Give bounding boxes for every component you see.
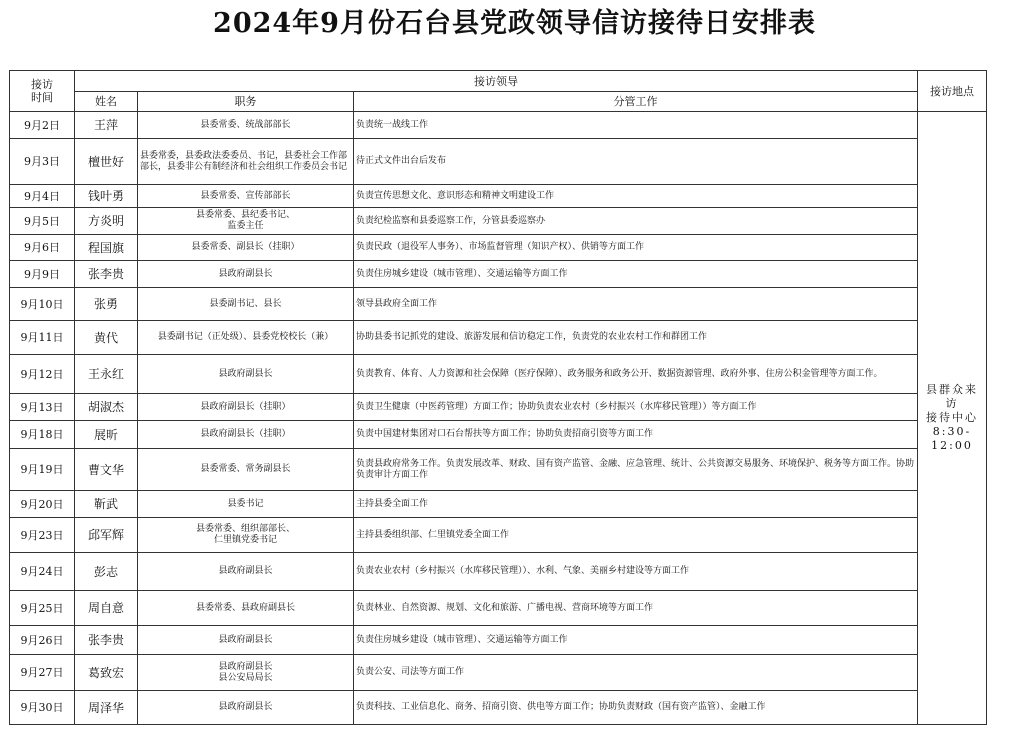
table-row: [10, 491, 987, 518]
cell-date: 9月20日: [10, 491, 75, 518]
cell-date: 9月25日: [10, 591, 75, 626]
cell-duties: 领导县政府全面工作: [354, 288, 918, 321]
cell-date: 9月12日: [10, 355, 75, 394]
cell-position: 县政府副县长 县公安局局长: [138, 655, 354, 691]
table-row: [10, 518, 987, 553]
cell-date: 9月23日: [10, 518, 75, 553]
schedule-table-body: [10, 71, 987, 725]
cell-name: 王永红: [75, 355, 138, 394]
cell-duties: 负责科技、工业信息化、商务、招商引资、供电等方面工作；协助负责财政（国有资产监管）、金融工作: [354, 691, 918, 725]
cell-position: 县政府副县长: [138, 626, 354, 655]
header-leader: [75, 71, 918, 92]
table-row: [10, 321, 987, 355]
table-row: [10, 553, 987, 591]
table-row: [10, 208, 987, 235]
cell-name: 黄代: [75, 321, 138, 355]
table-row: [10, 112, 987, 139]
cell-name: 张勇: [75, 288, 138, 321]
cell-name: 展昕: [75, 421, 138, 449]
cell-name: 钱叶勇: [75, 185, 138, 208]
cell-duties: 负责公安、司法等方面工作: [354, 655, 918, 691]
table-row: [10, 139, 987, 185]
cell-name: 周自意: [75, 591, 138, 626]
cell-date: 9月10日: [10, 288, 75, 321]
table-row: [10, 691, 987, 725]
cell-duties: 负责民政（退役军人事务）、市场监督管理（知识产权）、供销等方面工作: [354, 235, 918, 261]
cell-position: 县委常委、宣传部部长: [138, 185, 354, 208]
cell-name: 靳武: [75, 491, 138, 518]
cell-position: 县政府副县长（挂职）: [138, 421, 354, 449]
cell-name: 张李贵: [75, 261, 138, 288]
cell-position: 县委常委、县纪委书记、 监委主任: [138, 208, 354, 235]
schedule-table: [9, 70, 987, 725]
cell-duties: 负责卫生健康（中医药管理）方面工作；协助负责农业农村（乡村振兴（水库移民管理））等方面工作: [354, 394, 918, 421]
cell-name: 葛致宏: [75, 655, 138, 691]
cell-name: 程国旗: [75, 235, 138, 261]
cell-date: 9月18日: [10, 421, 75, 449]
page-title: 2024年9月份石台县党政领导信访接待日安排表: [213, 8, 816, 39]
cell-date: 9月5日: [10, 208, 75, 235]
table-row: [10, 235, 987, 261]
cell-duties: 待正式文件出台后发布: [354, 139, 918, 185]
header-location-label: 接访地点: [930, 84, 975, 98]
cell-position: 县委常委、副县长（挂职）: [138, 235, 354, 261]
cell-date: 9月2日: [10, 112, 75, 139]
header-leader-label: 接访领导: [474, 74, 518, 88]
cell-name: 王萍: [75, 112, 138, 139]
cell-date: 9月4日: [10, 185, 75, 208]
cell-position: 县委书记: [138, 491, 354, 518]
cell-date: 9月30日: [10, 691, 75, 725]
cell-date: 9月3日: [10, 139, 75, 185]
cell-name: 周泽华: [75, 691, 138, 725]
cell-duties: 负责农业农村（乡村振兴（水库移民管理））、水利、气象、美丽乡村建设等方面工作: [354, 553, 918, 591]
cell-position: 县委常委，县委政法委委员、书记，县委社会工作部部长，县委非公有制经济和社会组织工作委员会书记: [138, 139, 354, 185]
cell-name: 胡淑杰: [75, 394, 138, 421]
cell-name: 方炎明: [75, 208, 138, 235]
cell-position: 县政府副县长: [138, 355, 354, 394]
cell-duties: 协助县委书记抓党的建设、旅游发展和信访稳定工作，负责党的农业农村工作和群团工作: [354, 321, 918, 355]
cell-position: 县政府副县长: [138, 261, 354, 288]
cell-position: 县委常委、统战部部长: [138, 112, 354, 139]
cell-position: 县政府副县长: [138, 553, 354, 591]
table-row: [10, 626, 987, 655]
cell-name: 张李贵: [75, 626, 138, 655]
cell-name: 邱军辉: [75, 518, 138, 553]
cell-position: 县委副书记、县长: [138, 288, 354, 321]
cell-duties: 主持县委全面工作: [354, 491, 918, 518]
cell-date: 9月9日: [10, 261, 75, 288]
cell-date: 9月24日: [10, 553, 75, 591]
cell-date: 9月6日: [10, 235, 75, 261]
table-row: [10, 591, 987, 626]
table-row: [10, 394, 987, 421]
header-position: [138, 92, 354, 112]
cell-duties: 负责住房城乡建设（城市管理）、交通运输等方面工作: [354, 626, 918, 655]
table-row: [10, 655, 987, 691]
cell-date: 9月27日: [10, 655, 75, 691]
cell-position: 县委常委、县政府副县长: [138, 591, 354, 626]
cell-name: 檀世好: [75, 139, 138, 185]
cell-date: 9月26日: [10, 626, 75, 655]
cell-duties: 负责纪检监察和县委巡察工作，分管县委巡察办: [354, 208, 918, 235]
cell-duties: 主持县委组织部、仁里镇党委全面工作: [354, 518, 918, 553]
header-position-label: 职务: [234, 95, 257, 108]
cell-date: 9月11日: [10, 321, 75, 355]
table-row: [10, 288, 987, 321]
cell-position: 县政府副县长（挂职）: [138, 394, 354, 421]
cell-date: 9月19日: [10, 449, 75, 491]
table-row: [10, 421, 987, 449]
cell-duties: 负责县政府常务工作。负责发展改革、财政、国有资产监管、金融、应急管理、统计、公共资源交易服务、环境保护、税务等方面工作。协助负责审计方面工作: [354, 449, 918, 491]
header-duties-label: 分管工作: [613, 95, 658, 108]
header-time-label: 接访 时间: [31, 78, 53, 104]
header-time: [10, 71, 75, 112]
cell-duties: 负责宣传思想文化、意识形态和精神文明建设工作: [354, 185, 918, 208]
cell-position: 县委常委、常务副县长: [138, 449, 354, 491]
cell-position: 县委常委、组织部部长、 仁里镇党委书记: [138, 518, 354, 553]
table-row: [10, 355, 987, 394]
cell-duties: 负责中国建材集团对口石台帮扶等方面工作；协助负责招商引资等方面工作: [354, 421, 918, 449]
cell-duties: 负责住房城乡建设（城市管理）、交通运输等方面工作: [354, 261, 918, 288]
table-row: [10, 449, 987, 491]
cell-duties: 负责统一战线工作: [354, 112, 918, 139]
cell-location: 县群众来访 接待中心 8:30-12:00: [918, 112, 987, 725]
table-row: [10, 185, 987, 208]
cell-duties: 负责教育、体育、人力资源和社会保障（医疗保障）、政务服务和政务公开、数据资源管理、政府外事、住房公积金管理等方面工作。: [354, 355, 918, 394]
cell-date: 9月13日: [10, 394, 75, 421]
cell-duties: 负责林业、自然资源、规划、文化和旅游、广播电视、营商环境等方面工作: [354, 591, 918, 626]
cell-name: 彭志: [75, 553, 138, 591]
header-name: [75, 92, 138, 112]
cell-position: 县委副书记（正处级）、县委党校校长（兼）: [138, 321, 354, 355]
cell-name: 曹文华: [75, 449, 138, 491]
table-row: [10, 261, 987, 288]
header-name-label: 姓名: [95, 95, 117, 108]
header-location: [918, 71, 987, 112]
header-duties: [354, 92, 918, 112]
cell-position: 县政府副县长: [138, 691, 354, 725]
